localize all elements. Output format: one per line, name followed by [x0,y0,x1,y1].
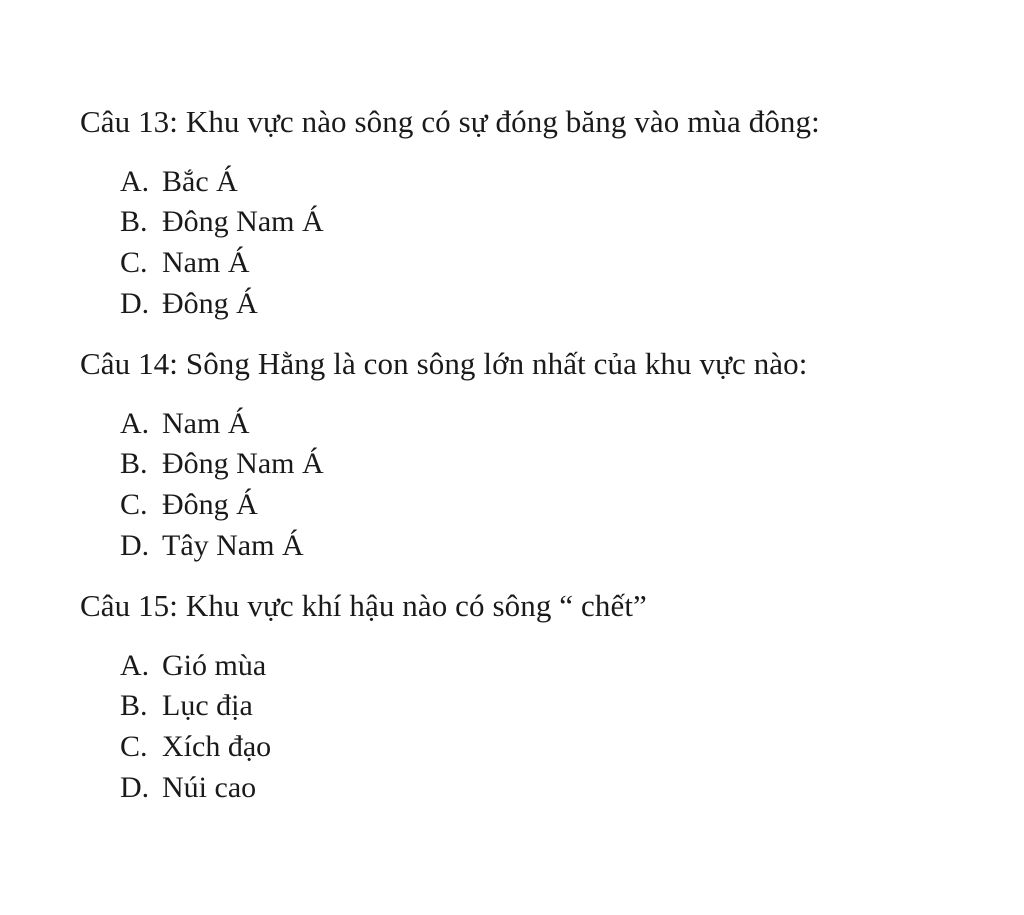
option-text: Nam Á [162,407,250,440]
question-14-text: Câu 14: Sông Hằng là con sông lớn nhất của khu vực nào: [80,346,808,381]
option-text: Đông Á [162,287,258,320]
question-15-text: Câu 15: Khu vực khí hậu nào có sông “ chết” [80,588,647,623]
option-letter: D. [120,529,150,562]
option-text: Tây Nam Á [162,529,304,562]
question-14-option-d[interactable] [120,528,304,564]
option-letter: C. [120,246,148,279]
question-13-option-c[interactable] [120,245,249,281]
option-text: Lục địa [162,689,253,722]
option-letter: A. [120,165,150,198]
question-13-text: Câu 13: Khu vực nào sông có sự đóng băng vào mùa đông: [80,104,820,139]
option-text: Xích đạo [162,730,272,763]
option-letter: B. [120,447,148,480]
question-15-option-b[interactable] [120,688,253,724]
option-text: Đông Á [162,488,258,521]
question-15-option-d[interactable] [120,770,256,806]
option-text: Nam Á [162,246,250,279]
option-text: Đông Nam Á [162,205,324,238]
question-14-option-b[interactable] [120,446,324,482]
option-letter: A. [120,649,150,682]
question-15-option-c[interactable] [120,729,271,765]
question-15-option-a[interactable] [120,648,266,684]
option-letter: B. [120,689,148,722]
option-text: Đông Nam Á [162,447,324,480]
question-14-option-a[interactable] [120,406,249,442]
question-13-option-a[interactable] [120,164,238,200]
option-text: Núi cao [162,771,257,804]
question-13-option-b[interactable] [120,204,324,240]
question-13-option-d[interactable] [120,286,258,322]
option-letter: D. [120,771,150,804]
option-letter: A. [120,407,150,440]
question-14-option-c[interactable] [120,487,258,523]
option-letter: C. [120,488,148,521]
option-letter: C. [120,730,148,763]
option-text: Bắc Á [162,165,238,198]
option-letter: D. [120,287,150,320]
option-text: Gió mùa [162,649,267,682]
option-letter: B. [120,205,148,238]
